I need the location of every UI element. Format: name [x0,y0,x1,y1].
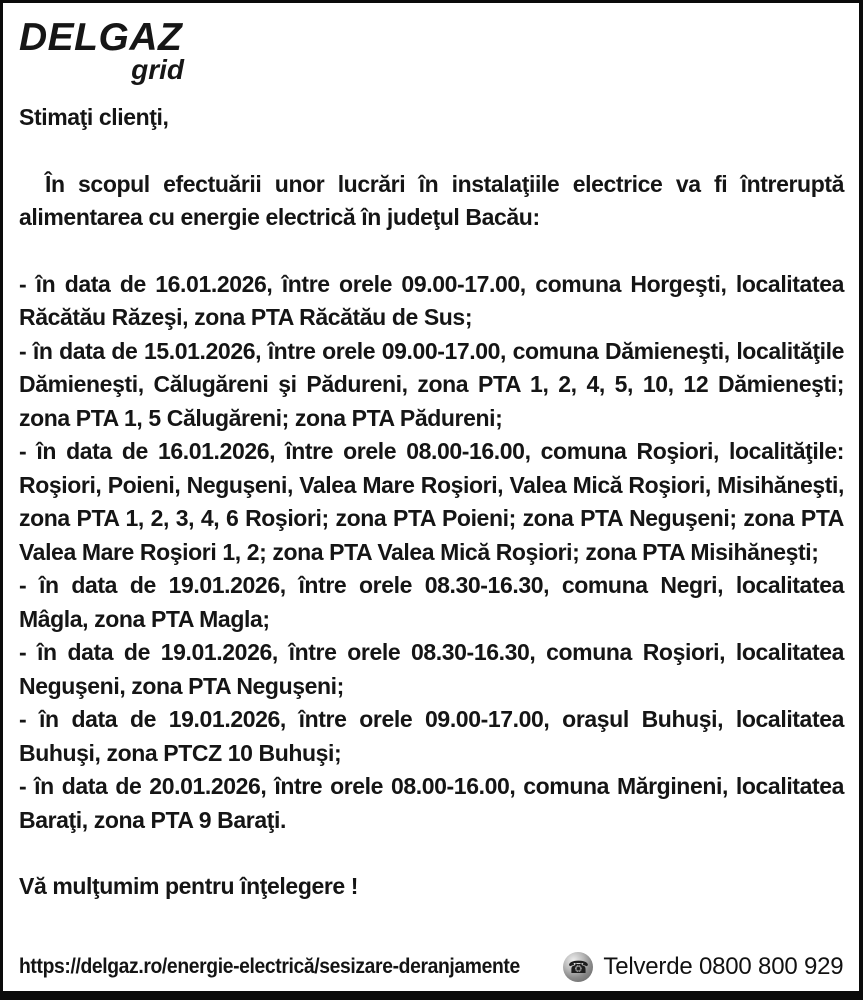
outage-item-7: - în data de 20.01.2026, între orele 08.00-16.00, comuna Mărgineni, localitatea Baraţi, zona PTA 9 Baraţi. [19,773,844,833]
greeting-text: Stimaţi clienţi, [19,104,169,130]
brand-sub-wordmark: grid [131,54,184,85]
brand-wordmark: DELGAZ [19,16,183,59]
outage-item-1: - în data de 16.01.2026, între orele 09.00-17.00, comuna Horgeşti, localitatea Răcătău Răzeşi, zona PTA Răcătău de Sus; [19,270,844,330]
contact-url: https://delgaz.ro/energie-electrică/sesizare-deranjamente [19,955,520,978]
outage-item-6: - în data de 19.01.2026, între orele 09.00-17.00, oraşul Buhuşi, localitatea Buhuşi, zona PTCZ 10 Buhuşi; [19,706,844,766]
outage-item-4: - în data de 19.01.2026, între orele 08.30-16.30, comuna Negri, localitatea Mâgla, zona PTA Magla; [19,572,844,632]
telverde-label: Telverde 0800 800 929 [603,953,844,980]
brand-logo [19,16,194,85]
telephone-icon: ☎ [563,952,593,982]
telverde-contact [563,952,843,982]
intro-paragraph: În scopul efectuării unor lucrări în instalaţiile electrice va fi întreruptă alimentarea cu energie electrică în judeţul Bacău: [19,170,844,230]
outage-item-3: - în data de 16.01.2026, între orele 08.00-16.00, comuna Roşiori, localităţile: Roşiori, Poieni, Neguşeni, Valea Mare Roşiori, Valea Mică Roşiori, Misihăneşti, zona PTA 1, 2, 3, 4, 6 Roşiori; zona PTA Poieni; zona PTA Neguşeni; zona PTA Valea Mare Roşiori 1, 2; zona PTA Valea Mică Roşiori; zona PTA Misihăneşti; [19,438,844,565]
outage-item-2: - în data de 15.01.2026, între orele 09.00-17.00, comuna Dămieneşti, localităţile Dămieneşti, Călugăreni şi Pădureni, zona PTA 1, 2, 4, 5, 10, 12 Dămieneşti; zona PTA 1, 5 Călugăreni; zona PTA Pădureni; [19,337,844,431]
footer [17,952,844,991]
outage-list [19,268,844,838]
outage-item-5: - în data de 19.01.2026, între orele 08.30-16.30, comuna Roşiori, localitatea Neguşeni, zona PTA Neguşeni; [19,639,844,699]
closing-text: Vă mulţumim pentru înţelegere ! [19,873,359,899]
